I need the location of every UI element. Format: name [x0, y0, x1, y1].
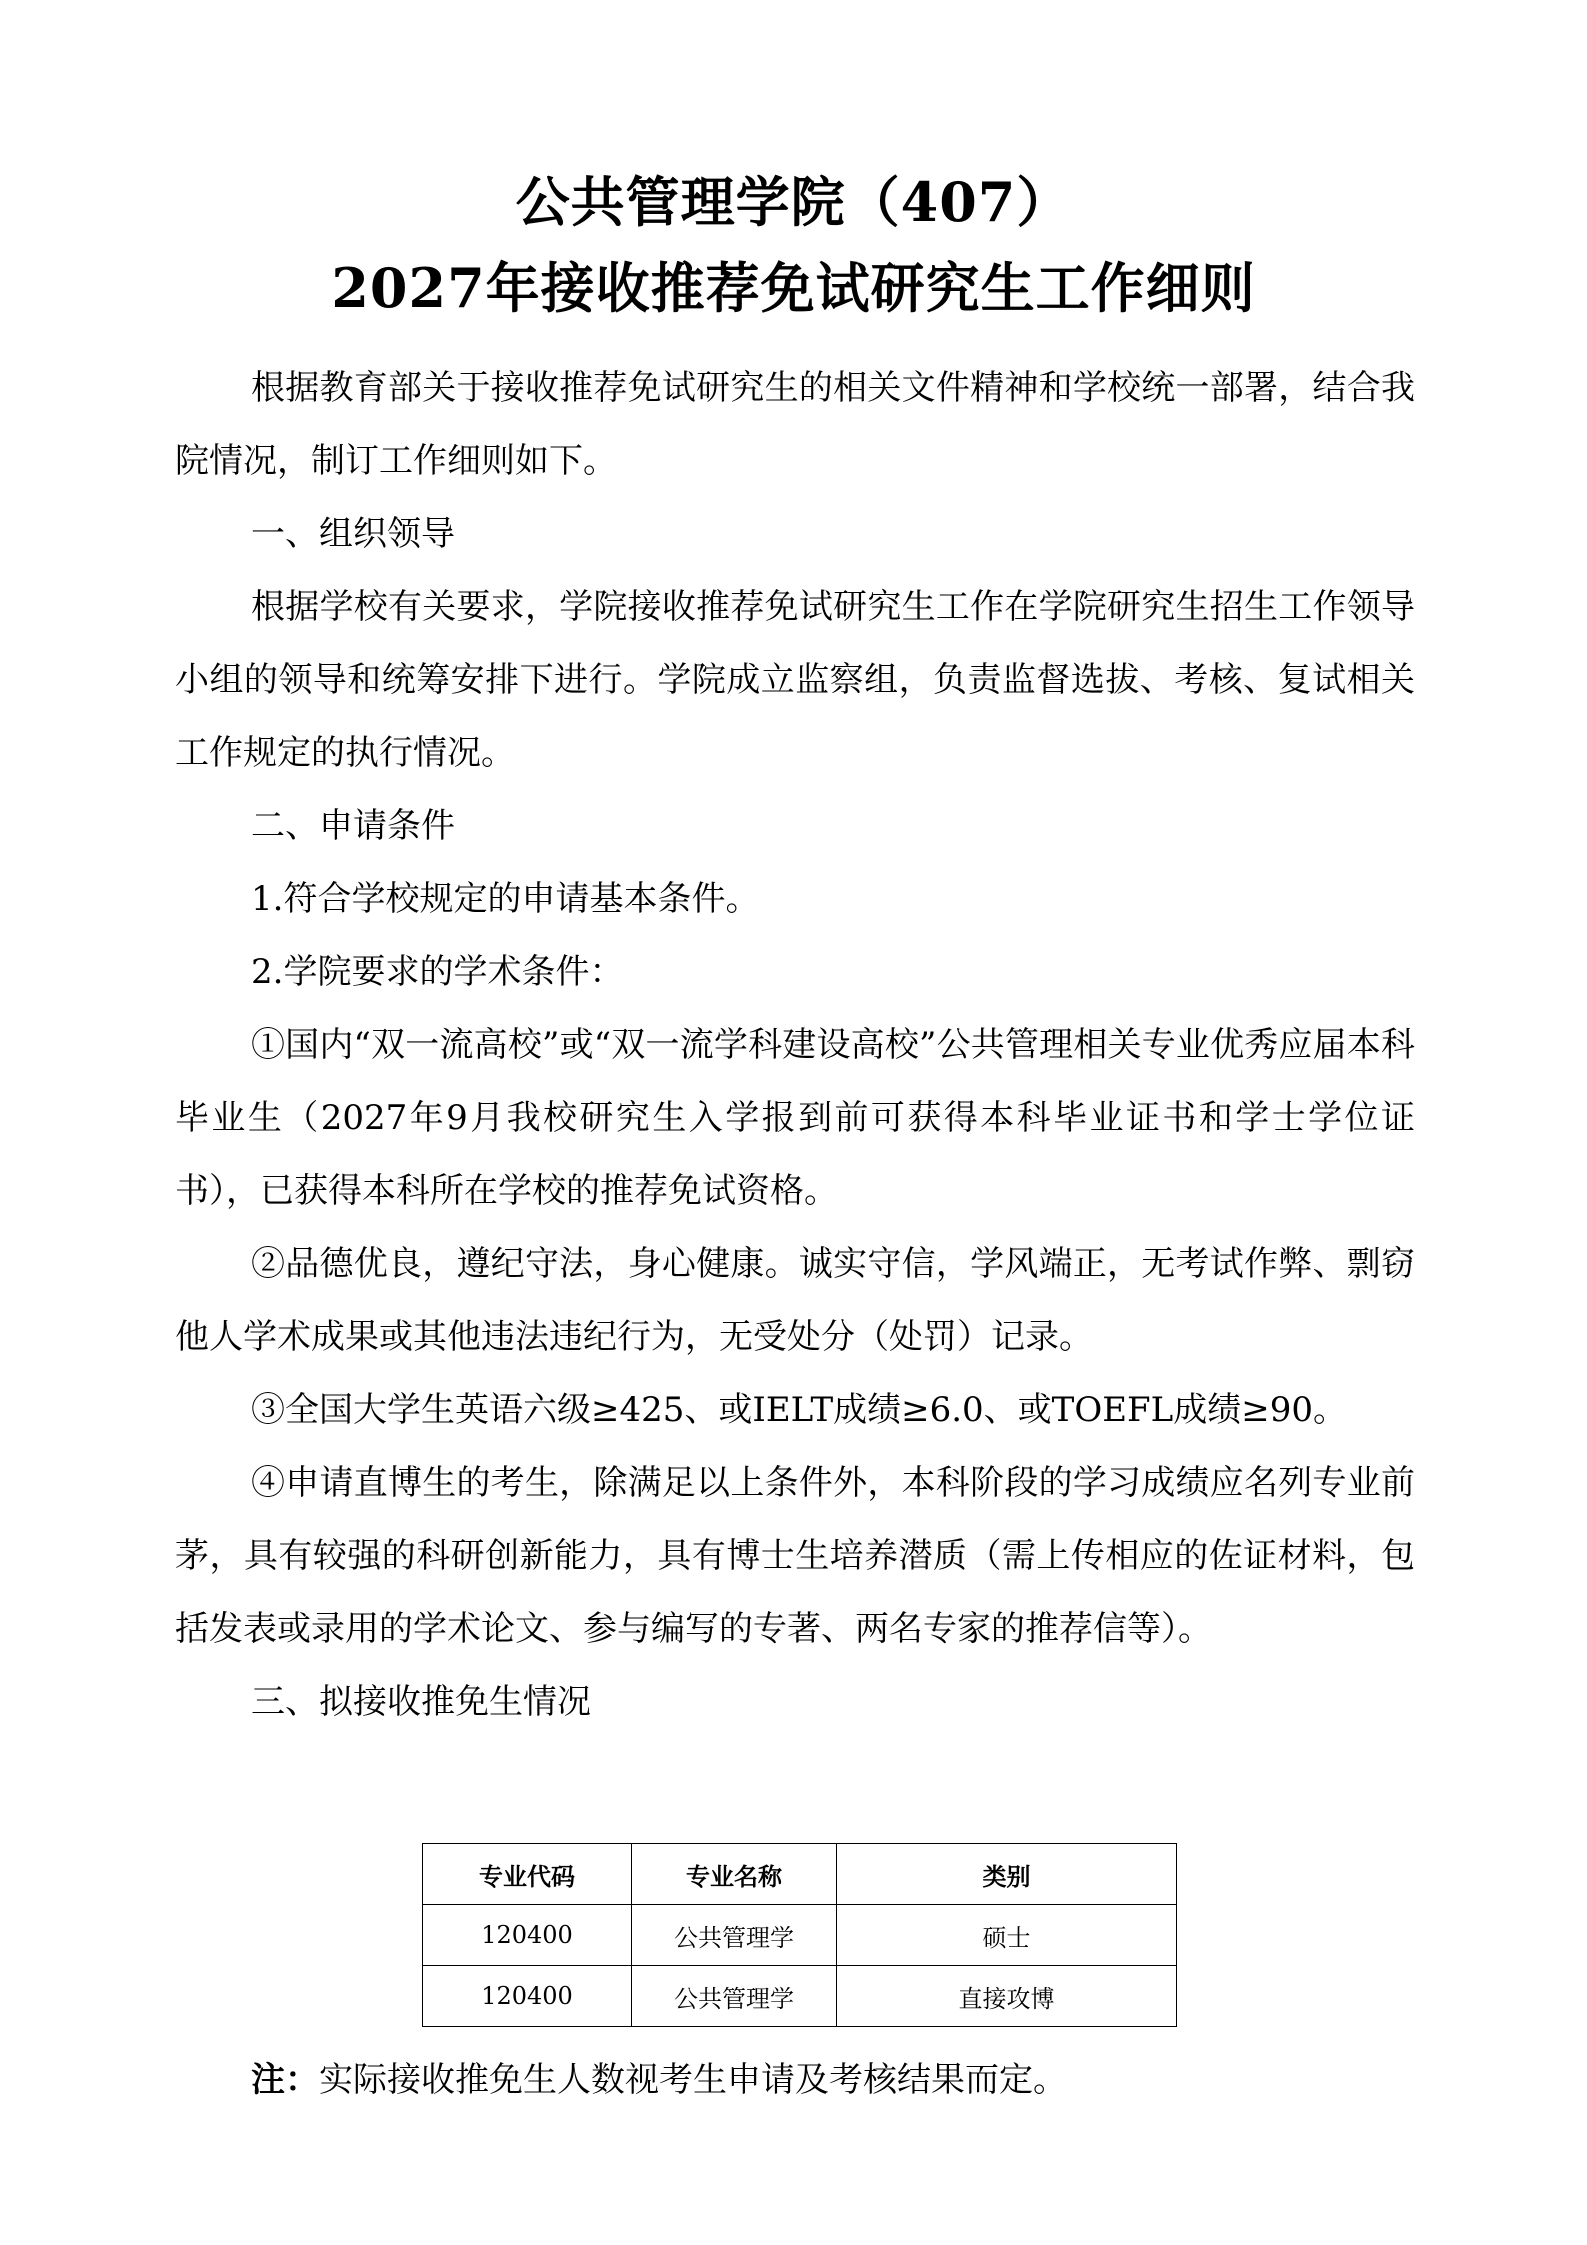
condition-item-5: ③全国大学生英语六级≥425、或IELT成绩≥6.0、或TOEFL成绩≥90。: [251, 1390, 1347, 1430]
table-header-row: [423, 1844, 1177, 1905]
section-3-heading: 三、拟接收推免生情况: [251, 1682, 591, 1722]
header-category: 类别: [837, 1844, 1177, 1905]
table-row: [423, 1905, 1177, 1966]
condition-item-2: 2.学院要求的学术条件：: [251, 952, 624, 992]
intro-paragraph: 根据教育部关于接收推荐免试研究生的相关文件精神和学校统一部署，结合我院情况，制订工作细则如下。: [175, 368, 1415, 481]
admission-table: [422, 1843, 1177, 2027]
condition-item-4: ②品德优良，遵纪守法，身心健康。诚实守信，学风端正，无考试作弊、剽窃他人学术成果或其他违法违纪行为，无受处分（处罚）记录。: [175, 1244, 1415, 1357]
note-label: 注：: [251, 2060, 319, 2100]
condition-item-6: ④申请直博生的考生，除满足以上条件外，本科阶段的学习成绩应名列专业前茅，具有较强的科研创新能力，具有博士生培养潜质（需上传相应的佐证材料，包括发表或录用的学术论文、参与编写的专著、两名专家的推荐信等）。: [175, 1463, 1415, 1649]
admission-table-wrapper: [422, 1843, 1177, 2027]
title-line-1: 公共管理学院（407）: [515, 170, 1072, 234]
cell-major-code: 120400: [423, 1905, 632, 1966]
cell-major-name: 公共管理学: [632, 1905, 837, 1966]
cell-major-name: 公共管理学: [632, 1966, 837, 2027]
header-major-code: 专业代码: [423, 1844, 632, 1905]
section-1-heading: 一、组织领导: [251, 514, 455, 554]
header-major-name: 专业名称: [632, 1844, 837, 1905]
table-row: [423, 1966, 1177, 2027]
cell-category: 硕士: [837, 1905, 1177, 1966]
note-text: 实际接收推免生人数视考生申请及考核结果而定。: [319, 2060, 1067, 2100]
section-2-heading: 二、申请条件: [251, 806, 455, 846]
cell-category: 直接攻博: [837, 1966, 1177, 2027]
cell-major-code: 120400: [423, 1966, 632, 2027]
condition-item-3: ①国内“双一流高校”或“双一流学科建设高校”公共管理相关专业优秀应届本科毕业生（2027年9月我校研究生入学报到前可获得本科毕业证书和学士学位证书），已获得本科所在学校的推荐免试资格。: [175, 1025, 1415, 1211]
condition-item-1: 1.符合学校规定的申请基本条件。: [251, 879, 760, 919]
note: [251, 2044, 1067, 2117]
section-1-paragraph: 根据学校有关要求，学院接收推荐免试研究生工作在学院研究生招生工作领导小组的领导和统筹安排下进行。学院成立监察组，负责监督选拔、考核、复试相关工作规定的执行情况。: [175, 587, 1415, 773]
title-line-2: 2027年接收推荐免试研究生工作细则: [331, 256, 1256, 320]
document-body: [175, 352, 1415, 1739]
